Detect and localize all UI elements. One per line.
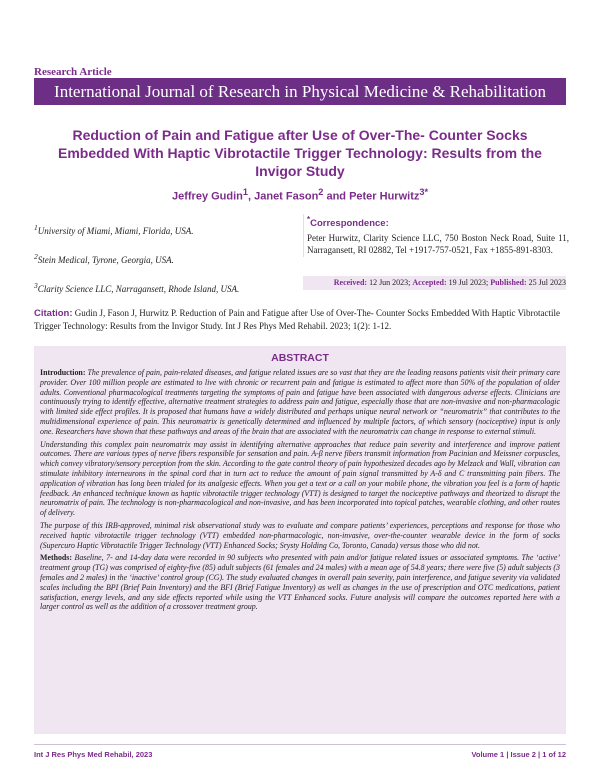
affiliation-text: Clarity Science LLC, Narragansett, Rhode Island, USA. <box>37 284 240 294</box>
author-affil-mark: 1 <box>242 187 248 197</box>
author-name: Janet Fason <box>254 190 319 203</box>
affiliation-text: Stein Medical, Tyrone, Georgia, USA. <box>37 255 174 265</box>
author-separator: , <box>247 190 255 203</box>
author-list <box>34 187 566 203</box>
methods-label: Methods: <box>40 553 72 563</box>
citation-text: Gudin J, Fason J, Hurwitz P. Reduction of Pain and Fatigue after Use of Over-The- Counter Socks Embedded With Haptic Vibrotactile Trigger Technology: Results from the Invigor Study. Int J Res Phys Med Rehabil. 2023; 1(2): 1-12. <box>34 308 561 331</box>
author-name: Peter Hurwitz <box>349 190 420 203</box>
accepted-label: Accepted: <box>412 278 447 287</box>
affiliation-mark: 3 <box>34 281 38 290</box>
affiliations <box>34 222 284 309</box>
correspondence-heading-text: Correspondence: <box>310 218 389 230</box>
footer-page-number: 1 of 12 <box>542 750 566 759</box>
correspondence-heading <box>307 214 569 231</box>
correspondence-box <box>303 214 569 257</box>
abstract-paragraph <box>40 553 560 612</box>
abstract-paragraph <box>40 368 560 437</box>
page-footer <box>34 750 566 759</box>
affiliation-text: University of Miami, Miami, Florida, USA. <box>37 226 194 236</box>
abstract-body <box>40 368 560 615</box>
correspondence-mark: * <box>307 215 311 224</box>
journal-banner: International Journal of Research in Physical Medicine & Rehabilitation <box>34 78 566 105</box>
author-affil-mark: 3* <box>419 187 429 197</box>
abstract-paragraph: Understanding this complex pain neuromatrix may assist in identifying alternative approaches that reduce pain severity and interference and improve patient outcomes. There are various types of nerve fibers responsible for sensation and pain. A-β nerve fibers transmit information from Pacinian and Meissner corpuscles, which convey vibratory/sensory perception from the skin. According to the gate control theory of pain hypothesized decades ago by Melzack and Wall, vibration can stimulate inhibitory interneurons in the spinal cord that in turn act to reduce the amount of pain signal transmitted by A-δ and C transmitting pain fibers. The application of vibration has long been trialed for its analgesic effects. When you get a text or a call on your mobile phone, the vibration you feel is a form of haptic feedback. An enhanced technique known as haptic vibrotactile trigger technology (VTT) is designed to target the nociceptive pathways and theorized to disrupt the neuromatrix of pain. The technology is non-pharmacological and non-invasive, and has been incorporated into topical patches, wearable clothing, and other routes of delivery. <box>40 439 560 518</box>
received-date: 12 Jun 2023; <box>369 278 411 287</box>
affiliation-mark: 2 <box>34 252 38 261</box>
footer-volume: Volume 1 <box>471 750 505 759</box>
accepted-date: 19 Jul 2023; <box>448 278 489 287</box>
footer-divider <box>34 744 566 745</box>
publication-dates <box>303 276 566 290</box>
affiliation-item <box>34 251 284 266</box>
footer-issue: Issue 2 <box>510 750 536 759</box>
affiliation-item <box>34 222 284 237</box>
published-date: 25 Jul 2023 <box>528 278 566 287</box>
introduction-text: The prevalence of pain, pain-related diseases, and fatigue related issues are so vast that they are the leading reasons patients visit their primary care provider. Over 100 million people are estimated to live with chronic or recurrent pain and fatigue is estimated to affect more than 50% of the population of older adults. Conventional pharmacological treatments targeting the symptoms of pain and fatigue have been associated with dangerous adverse effects. Clinicians are continuously trying to identify effective, alternative treatment strategies to address pain and fatigue, especially those that are non-invasive and non-pharmacologic with limited side effect profiles. It is proposed that humans have a widely distributed and perhaps unique neural network or “neuromatrix” that contributes to the multidimensional experience of pain. This neuromatrix is genetically determined and influenced by multiple factors, of which sensory (nociceptive) input is only one. Researchers have shown that these pathways and areas of the brain that are associated with the neuromatrix can change in response to external stimuli. <box>40 368 560 436</box>
methods-text: Baseline, 7- and 14-day data were recorded in 90 subjects who presented with pain and/or fatigue related issues or associated symptoms. The ‘active’ treatment group (TG) was comprised of eighty-five (85) adult subjects (61 females and 24 males) with a mean age of 54.8 years; there were five (5) adult subjects (3 females and 2 males) in the ‘inactive’ control group (CG). The study evaluated changes in overall pain severity, pain interference, and fatigue severity via validated scales including the BPI (Brief Pain Inventory) and the BFI (Brief Fatigue Inventory) as well as changes in the use of prescription and OTC medications, patient satisfaction, energy levels, and any side effects reported while using the VTT Enhanced socks. Future analysis will compare the outcomes reported here with a larger control as well as the addition of a crossover treatment group. <box>40 553 560 612</box>
introduction-label: Introduction: <box>40 368 86 377</box>
abstract-section <box>34 346 566 734</box>
abstract-heading: ABSTRACT <box>271 352 329 364</box>
received-label: Received: <box>333 278 368 287</box>
footer-journal-citation: Int J Res Phys Med Rehabil, 2023 <box>34 750 153 759</box>
author-name: Jeffrey Gudin <box>171 190 243 203</box>
correspondence-text: Peter Hurwitz, Clarity Science LLC, 750 Boston Neck Road, Suite 11, Narragansett, RI 02882, Tel +1917-757-0521, Fax +1855-891-8303. <box>307 232 569 256</box>
article-title: Reduction of Pain and Fatigue after Use of Over-The- Counter Socks Embedded With Haptic Vibrotactile Trigger Technology: Results from the Invigor Study <box>58 127 542 179</box>
footer-separator: | <box>504 750 511 759</box>
published-label: Published: <box>490 278 527 287</box>
affiliation-item <box>34 280 284 295</box>
affiliation-mark: 1 <box>34 223 38 232</box>
citation <box>34 307 566 332</box>
citation-label: Citation: <box>34 308 73 319</box>
author-separator: and <box>323 190 350 203</box>
abstract-paragraph: The purpose of this IRB-approved, minimal risk observational study was to evaluate and compare patients’ experiences, perceptions and response for those who received haptic vibrotactile trigger technology (VTT) embedded non-pharmacologic, non-invasive, over-the-counter wearable device in the form of socks (Supercuro Haptic Vibrotactile Trigger Technology (VTT) Enhanced Socks; Srysty Holding Co, Toronto, Canada) versus those who did not. <box>40 520 560 550</box>
footer-volume-info <box>471 750 566 759</box>
author-affil-mark: 2 <box>318 187 324 197</box>
footer-separator: | <box>535 750 543 759</box>
article-type-label: Research Article <box>34 66 112 78</box>
